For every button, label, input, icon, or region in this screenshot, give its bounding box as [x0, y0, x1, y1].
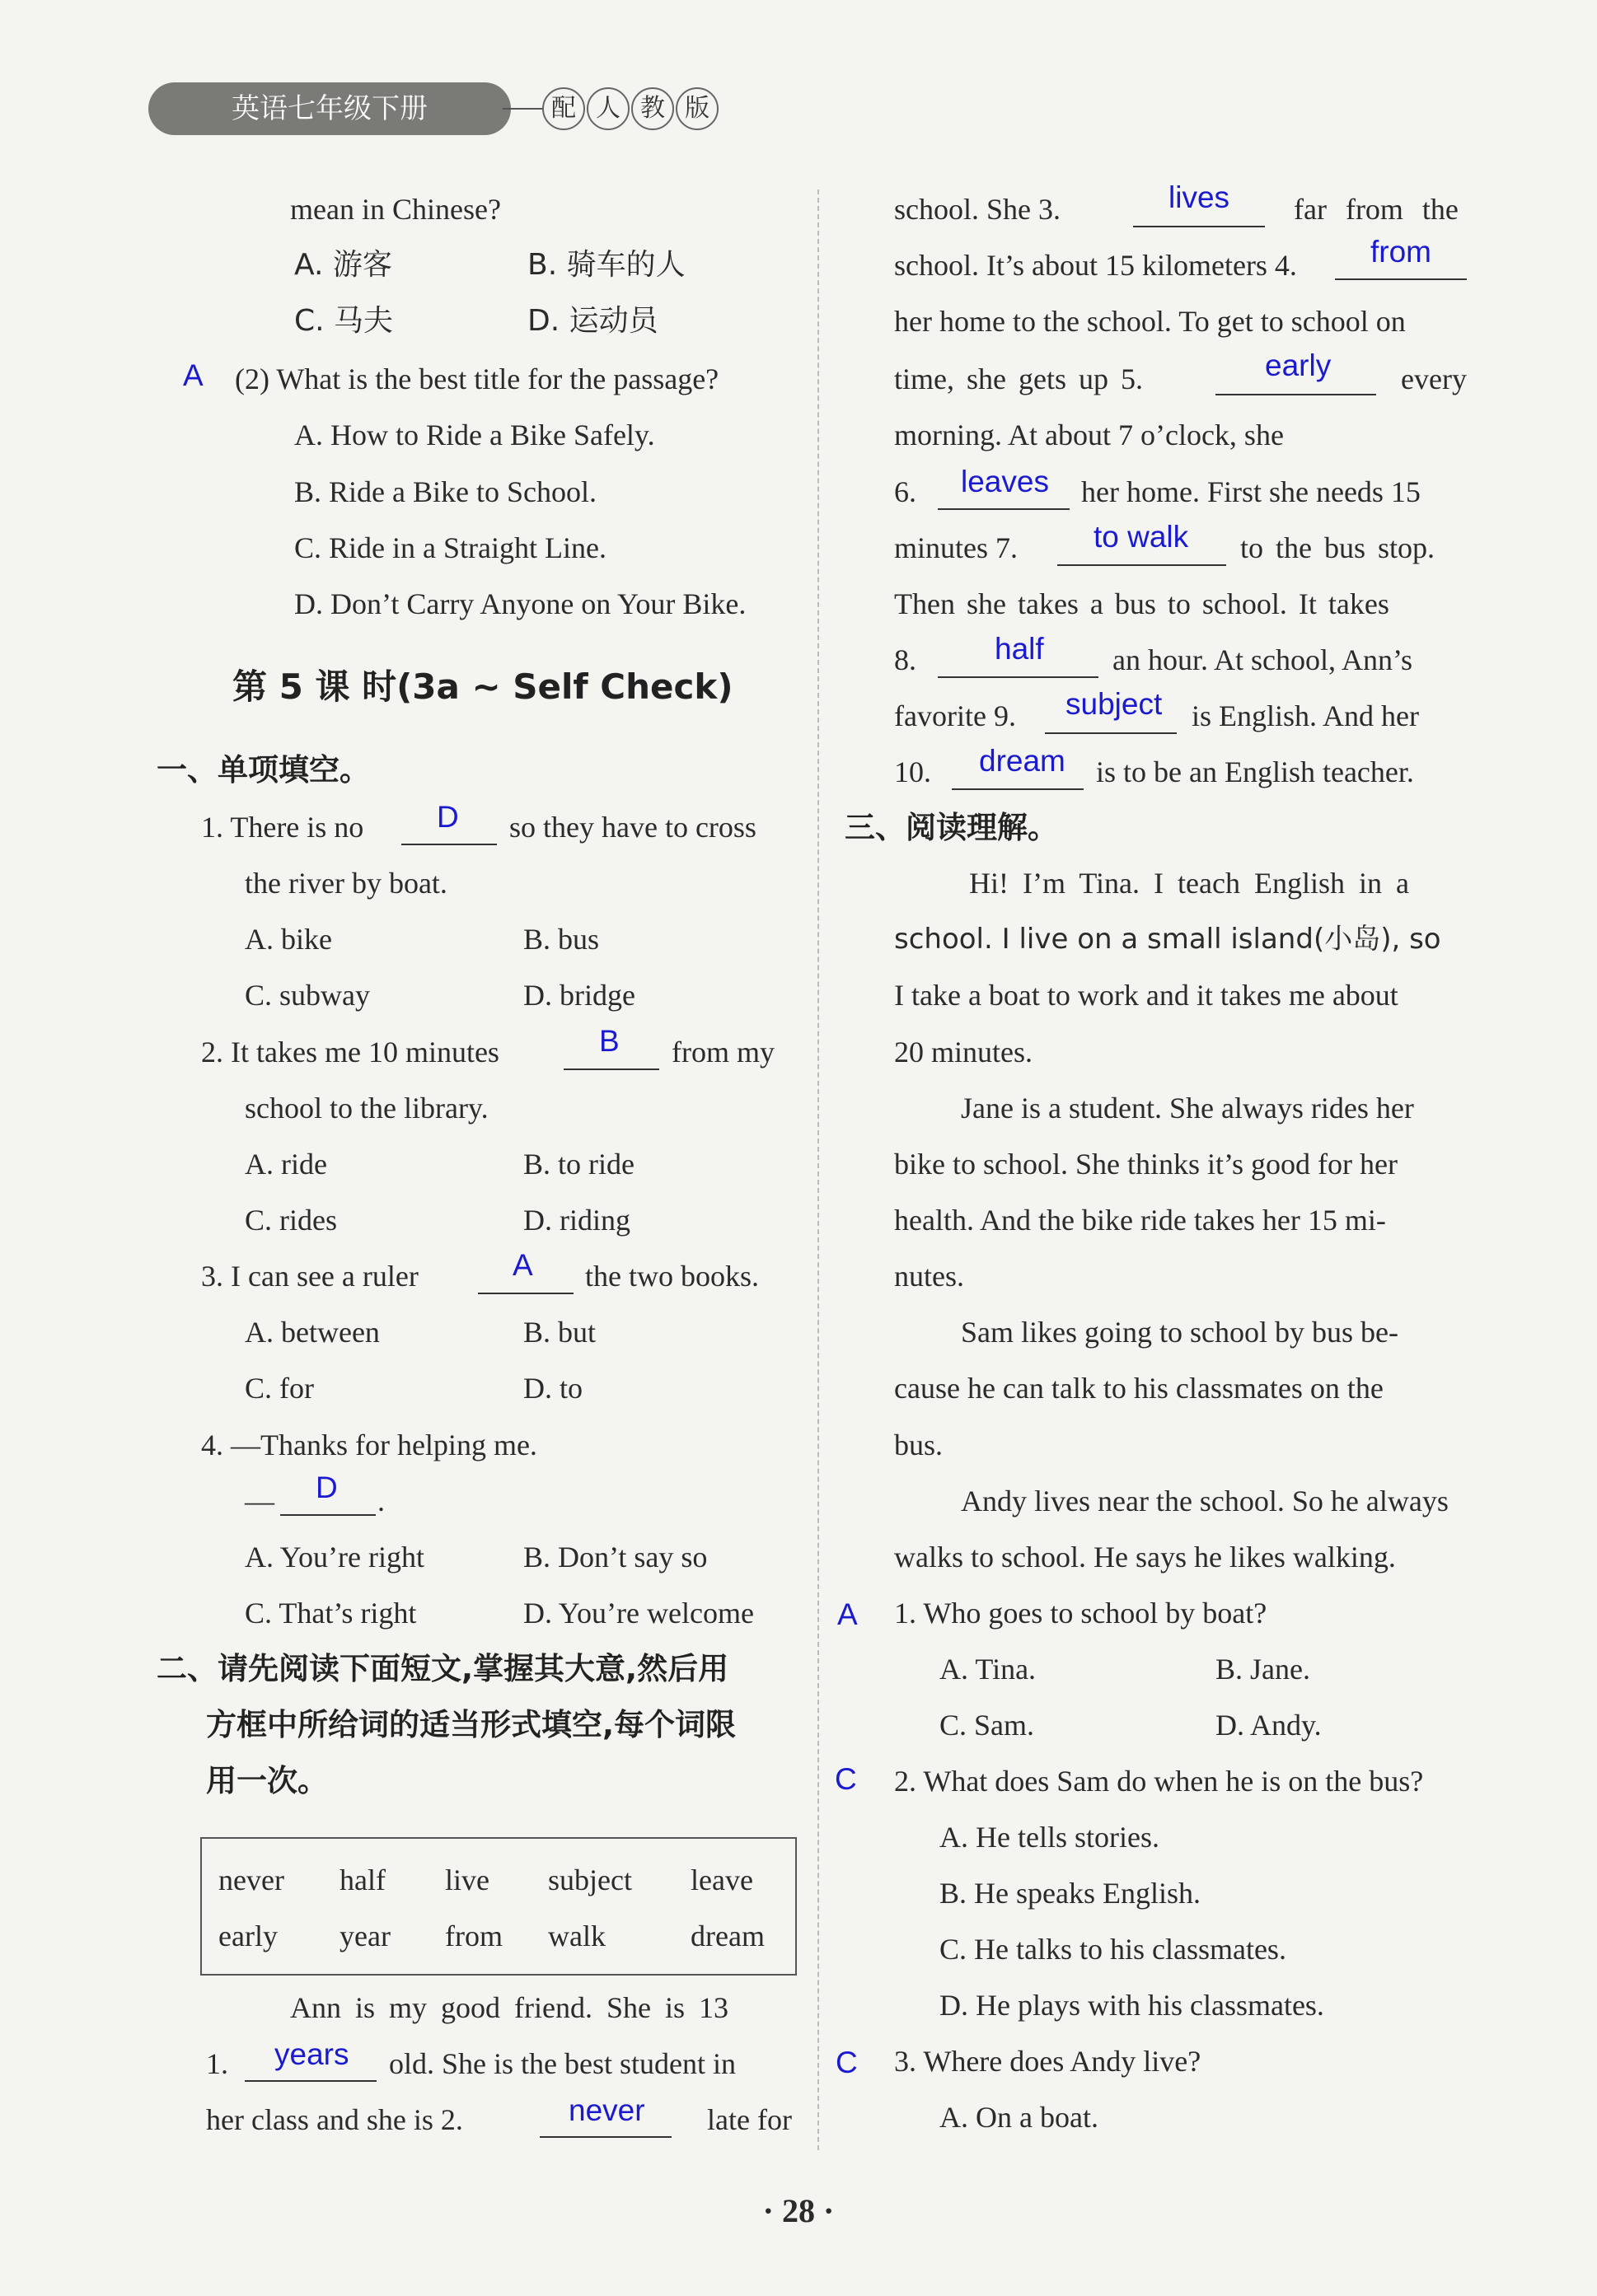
blank-6 — [938, 508, 1070, 510]
reading-q1-answer: A — [837, 1597, 858, 1631]
sec1-q1-option-d: D. bridge — [523, 979, 635, 1012]
passage-line-3-tail: late for — [707, 2103, 792, 2136]
edition-badge-2: 人 — [587, 87, 630, 130]
passage-line-9-num: 6. — [894, 475, 916, 508]
sec1-q3-option-a: A. between — [245, 1316, 380, 1349]
sec1-q2-text-b: from my — [672, 1036, 775, 1069]
sec1-q4-option-b: B. Don’t say so — [523, 1541, 708, 1574]
sec1-q4-answer: D — [316, 1471, 338, 1504]
sec1-q1-blank — [401, 844, 497, 845]
passage-line-12: an hour. At school, Ann’s — [1112, 643, 1413, 676]
reading-q3: 3. Where does Andy live? — [894, 2045, 1201, 2078]
passage-line-7-tail: every — [1401, 362, 1467, 395]
passage-line-8: morning. At about 7 o’clock, she — [894, 419, 1284, 451]
page-number: · 28 · — [762, 2192, 835, 2229]
passage-line-4: school. She 3. — [894, 193, 1061, 226]
blank-5-answer: early — [1265, 348, 1332, 382]
passage-line-3-text: her class and she is 2. — [206, 2103, 463, 2136]
sec1-q1-option-a: A. bike — [245, 923, 332, 956]
blank-1-answer: years — [274, 2037, 349, 2071]
edition-badge-1: 配 — [542, 87, 585, 130]
prev-q2-option-c: C. Ride in a Straight Line. — [294, 531, 606, 564]
passage-line-9: her home. First she needs 15 — [1081, 475, 1421, 508]
sec1-q4-period: . — [377, 1485, 385, 1517]
reading-q1-option-d: D. Andy. — [1215, 1709, 1322, 1742]
blank-6-answer: leaves — [961, 465, 1049, 498]
prev-q2-question: (2) What is the best title for the passage? — [235, 362, 719, 395]
passage-line-13-tail: is English. And her — [1192, 699, 1419, 732]
sec1-q4-option-a: A. You’re right — [245, 1541, 425, 1574]
reading-q1: 1. Who goes to school by boat? — [894, 1597, 1267, 1630]
sec1-q1-text: 1. There is no — [201, 811, 364, 844]
blank-7 — [1057, 564, 1226, 566]
sec1-q1-answer: D — [437, 800, 459, 834]
sec1-q3-option-d: D. to — [523, 1372, 583, 1405]
prev-q1-option-d: D. 运动员 — [527, 304, 658, 338]
sec1-q1-option-c: C. subway — [245, 979, 370, 1012]
reading-q1-option-b: B. Jane. — [1215, 1653, 1310, 1686]
word-bank-word: half — [340, 1863, 386, 1896]
blank-4 — [1335, 278, 1467, 280]
sec1-q1-text-c: the river by boat. — [245, 867, 447, 900]
reading-q2-option-c: C. He talks to his classmates. — [939, 1933, 1286, 1966]
sec1-q3-text-b: the two books. — [585, 1260, 759, 1293]
reading-line-10: cause he can talk to his classmates on the — [894, 1372, 1384, 1405]
reading-line-9: Sam likes going to school by bus be- — [961, 1316, 1398, 1349]
passage-line-14: is to be an English teacher. — [1096, 755, 1414, 788]
passage-line-12-num: 8. — [894, 643, 916, 676]
sec1-q2-text: 2. It takes me 10 minutes — [201, 1036, 499, 1069]
passage-line-4-tail: far from the — [1294, 193, 1459, 226]
sec1-q2-option-b: B. to ride — [523, 1148, 635, 1181]
sec1-q3-option-c: C. for — [245, 1372, 314, 1405]
blank-4-answer: from — [1370, 235, 1431, 269]
prev-q1-option-a: A. 游客 — [294, 248, 392, 282]
blank-10 — [952, 788, 1084, 790]
prev-q1-tail: mean in Chinese? — [290, 193, 501, 226]
passage-line-7: time, she gets up 5. — [894, 362, 1143, 395]
sec1-q2-answer: B — [599, 1024, 620, 1058]
reading-q3-answer: C — [836, 2046, 858, 2079]
blank-1 — [245, 2080, 377, 2082]
prev-q2-option-a: A. How to Ride a Bike Safely. — [294, 419, 655, 451]
word-bank-word: from — [445, 1920, 503, 1952]
reading-line-12: Andy lives near the school. So he always — [961, 1485, 1449, 1517]
sec1-q4-option-c: C. That’s right — [245, 1597, 417, 1630]
reading-line-2: school. I live on a small island(小岛), so — [894, 923, 1441, 956]
reading-line-4: 20 minutes. — [894, 1036, 1033, 1069]
reading-q2-answer: C — [835, 1762, 857, 1796]
header-connector — [503, 108, 544, 110]
reading-q3-option-a: A. On a boat. — [939, 2101, 1098, 2134]
sec1-q1-option-b: B. bus — [523, 923, 600, 956]
blank-8 — [938, 676, 1098, 678]
reading-line-8: nutes. — [894, 1260, 964, 1293]
prev-q1-option-b: B. 骑车的人 — [527, 248, 686, 282]
word-bank-box — [200, 1837, 797, 1976]
blank-9-answer: subject — [1065, 687, 1163, 721]
passage-line-10-tail: to the bus stop. — [1240, 531, 1435, 564]
passage-line-11: Then she takes a bus to school. It takes — [894, 587, 1389, 620]
section-3-title: 三、阅读理解。 — [845, 810, 1058, 845]
passage-line-13: favorite 9. — [894, 699, 1016, 732]
passage-line-6: her home to the school. To get to school on — [894, 305, 1406, 338]
section-2-title-line2: 方框中所给词的适当形式填空,每个词限 — [206, 1707, 737, 1742]
passage-line-5: school. It’s about 15 kilometers 4. — [894, 249, 1297, 282]
blank-10-answer: dream — [979, 744, 1065, 778]
sec1-q3-answer: A — [513, 1248, 533, 1282]
prev-q2-answer: A — [183, 358, 204, 392]
edition-badge-4: 版 — [676, 87, 719, 130]
reading-line-13: walks to school. He says he likes walking. — [894, 1541, 1396, 1574]
prev-q2-option-d: D. Don’t Carry Anyone on Your Bike. — [294, 587, 747, 620]
word-bank-word: leave — [691, 1863, 753, 1896]
passage-line-2-num: 1. — [206, 2047, 228, 2080]
section-2-title-line3: 用一次。 — [206, 1763, 328, 1798]
sec1-q1-text-b: so they have to cross — [509, 811, 756, 844]
blank-2 — [540, 2136, 672, 2138]
sec1-q4-dash: — — [245, 1485, 274, 1517]
reading-q2-option-a: A. He tells stories. — [939, 1821, 1159, 1854]
passage-line-1: Ann is my good friend. She is 13 — [290, 1991, 728, 2024]
word-bank-word: never — [218, 1863, 284, 1896]
reading-q2: 2. What does Sam do when he is on the bus? — [894, 1765, 1424, 1798]
sec1-q3-option-b: B. but — [523, 1316, 597, 1349]
reading-line-11: bus. — [894, 1429, 944, 1461]
sec1-q4-text: 4. —Thanks for helping me. — [201, 1429, 537, 1461]
blank-9 — [1045, 732, 1177, 734]
blank-2-answer: never — [569, 2093, 645, 2127]
word-bank-word: dream — [691, 1920, 765, 1952]
sec1-q2-blank — [564, 1069, 659, 1070]
reading-q2-option-b: B. He speaks English. — [939, 1877, 1201, 1910]
sec1-q4-option-d: D. You’re welcome — [523, 1597, 754, 1630]
word-bank-word: walk — [548, 1920, 606, 1952]
blank-8-answer: half — [995, 632, 1044, 666]
sec1-q2-option-d: D. riding — [523, 1204, 630, 1237]
reading-line-3: I take a boat to work and it takes me about — [894, 979, 1398, 1012]
word-bank-word: early — [218, 1920, 278, 1952]
reading-q2-option-d: D. He plays with his classmates. — [939, 1989, 1324, 2022]
reading-q1-option-c: C. Sam. — [939, 1709, 1035, 1742]
blank-3 — [1133, 226, 1265, 227]
sec1-q3-text: 3. I can see a ruler — [201, 1260, 419, 1293]
blank-5 — [1215, 394, 1376, 395]
word-bank-word: live — [445, 1863, 489, 1896]
blank-7-answer: to walk — [1094, 520, 1189, 554]
sec1-q3-blank — [478, 1293, 574, 1294]
blank-3-answer: lives — [1168, 180, 1230, 214]
prev-q1-option-c: C. 马夫 — [294, 304, 394, 338]
book-title-badge: 英语七年级下册 — [148, 82, 511, 135]
sec1-q2-text-c: school to the library. — [245, 1092, 489, 1125]
word-bank-word: subject — [548, 1863, 632, 1896]
reading-q1-option-a: A. Tina. — [939, 1653, 1037, 1686]
reading-line-6: bike to school. She thinks it’s good for her — [894, 1148, 1398, 1181]
sec1-q4-blank — [280, 1514, 376, 1516]
edition-badge-3: 教 — [631, 87, 674, 130]
prev-q2-option-b: B. Ride a Bike to School. — [294, 475, 597, 508]
section-2-title-line1: 二、请先阅读下面短文,掌握其大意,然后用 — [157, 1651, 729, 1686]
passage-line-14-num: 10. — [894, 755, 931, 788]
reading-line-1: Hi! I’m Tina. I teach English in a — [969, 867, 1409, 900]
sec1-q2-option-c: C. rides — [245, 1204, 337, 1237]
reading-line-7: health. And the bike ride takes her 15 mi- — [894, 1204, 1386, 1237]
passage-line-10: minutes 7. — [894, 531, 1018, 564]
sec1-q2-option-a: A. ride — [245, 1148, 327, 1181]
passage-line-2-text: old. She is the best student in — [389, 2047, 736, 2080]
reading-line-5: Jane is a student. She always rides her — [961, 1092, 1414, 1125]
section-1-title: 一、单项填空。 — [157, 752, 370, 788]
column-divider — [817, 189, 819, 2150]
lesson-title: 第 5 课 时(3a ~ Self Check) — [232, 666, 733, 707]
word-bank-word: year — [340, 1920, 391, 1952]
